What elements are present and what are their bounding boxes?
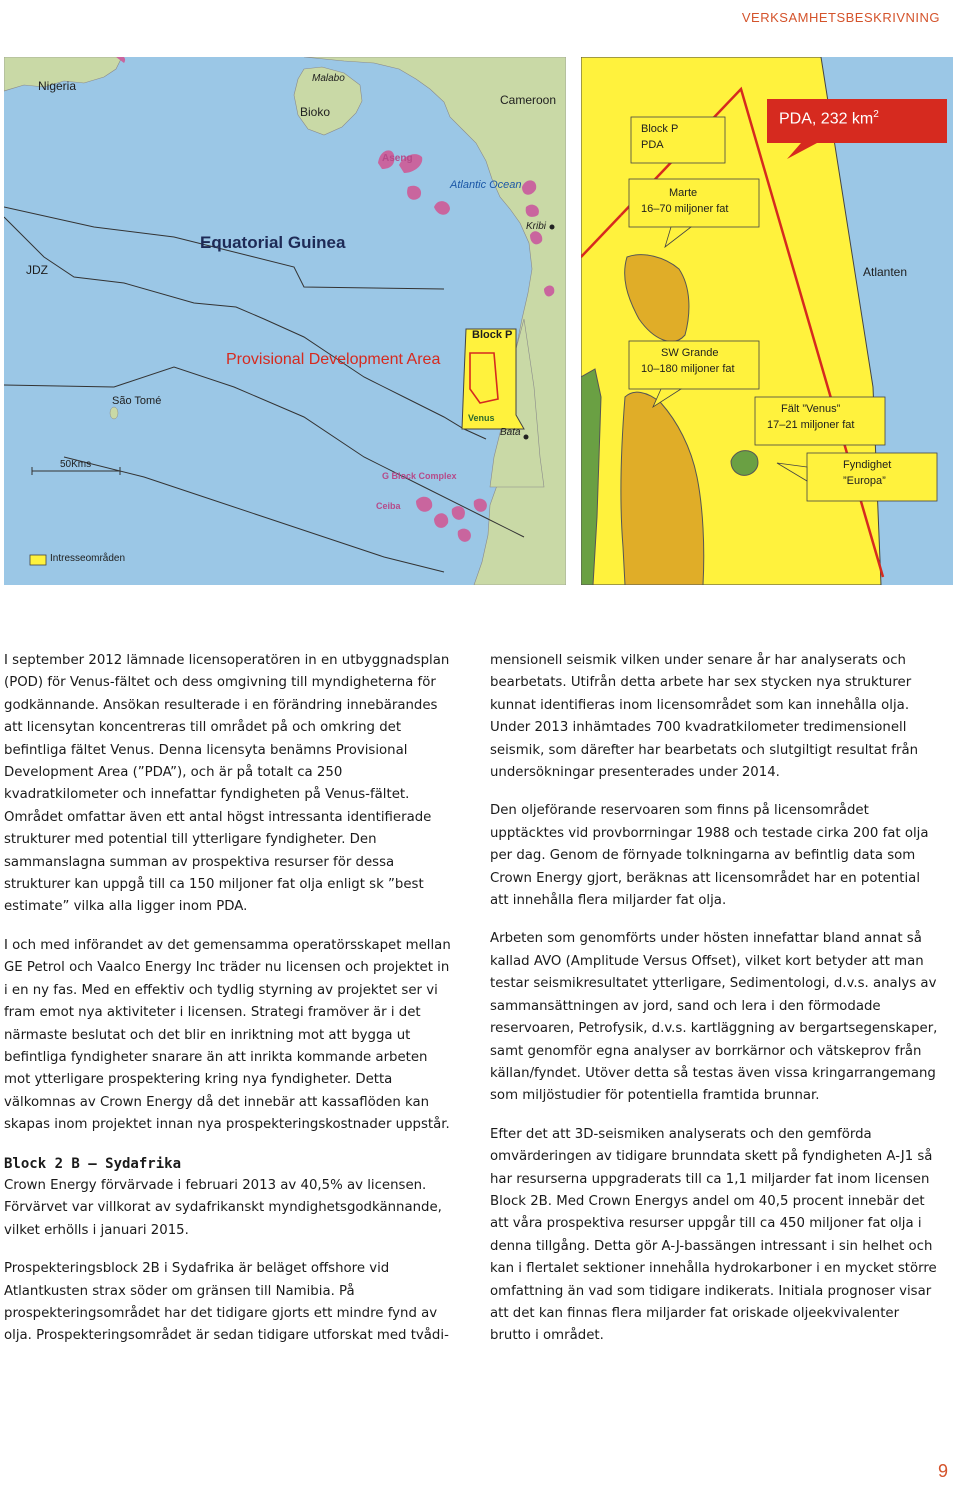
map-label-bata: Bata bbox=[500, 427, 521, 438]
map-label-venus: Venus bbox=[468, 413, 495, 423]
inset-label-venus-value: 17–21 miljoner fat bbox=[767, 419, 855, 431]
inset-label-atlanten: Atlanten bbox=[863, 265, 908, 279]
map-label-sao-tome: São Tomé bbox=[112, 395, 162, 407]
regional-map-svg bbox=[4, 57, 566, 585]
inset-label-europa-value: ”Europa” bbox=[843, 475, 886, 487]
map-label-cameroon: Cameroon bbox=[500, 93, 557, 107]
left-paragraph-2: I och med införandet av det gemensamma operatörsskapet mellan GE Petrol och Vaalco Energy Inc träder nu licensen och projektet in i en ny fas. Med en effektiv och tydlig styrning av projektet ser vi fram emot nya aktiviteter i licensen. Strategi framöver är i det närmaste beslutat och det blir en inriktning mot att bygga ut befintliga fyndigheter snarare än att inrikta kommande arbeten mot ytterligare prospektering kring nya fyndigheter. Detta välkomnas av Crown Energy då det innebär att kassaflöden kan skapas inom projektet innan nya prospekteringskostnader uppstår. bbox=[4, 937, 451, 1133]
map-label-g-block-complex: G Block Complex bbox=[382, 471, 457, 481]
map-label-nigeria: Nigeria bbox=[38, 79, 77, 93]
map-label-block-p: Block P bbox=[472, 329, 513, 341]
map-label-malabo: Malabo bbox=[312, 73, 345, 84]
right-paragraph-4: Efter det att 3D-seismiken analyserats och den gemförda omvärderingen av tidigare brunndata skett på fyndigheten A-J1 så har resurserna uppgraderats till ca 1,1 miljarder fat inom licensen Block 2B. Med Crown Energys andel om 40,5 procent innebär det att våra prospektiva resurser uppgår till ca 450 miljoner fat olja i denna tillgång. Detta gör A-J-bassängen intressant i sin helhet och kan i flertalet sektioner innehålla hydrokarboner i en mycket större omfattning än vad som tidigare indikerats. Initiala prognoser visar att det kan finnas flera miljarder fat oriskade oljeekvivalenter brutto i området. bbox=[490, 1126, 937, 1344]
inset-label-block-p: Block P bbox=[641, 123, 679, 135]
map-legend-label: Intresseområden bbox=[50, 553, 126, 564]
map-label-scale: 50Kms bbox=[60, 459, 92, 470]
inset-label-venus-name: Fält ”Venus” bbox=[781, 403, 841, 415]
cameroon-land bbox=[304, 57, 566, 585]
section-paragraph-1: Crown Energy förvärvade i februari 2013 av 40,5% av licensen. Förvärvet var villkorat av sydafrikanskt myndighetsgodkännande, vilket erhölls i januari 2015. bbox=[4, 1177, 442, 1238]
map-label-equatorial-guinea: Equatorial Guinea bbox=[200, 233, 346, 252]
right-paragraph-1: mensionell seismik vilken under senare år har analyserats och bearbetats. Utifrån detta arbete har sex stycken nya strukturer kunnat identifieras inom licensområdet som kan innehålla olja. Under 2013 inhämtades 700 kvadratkilometer tredimensionell seismik, som därefter har bearbetats och slutgiltigt resultat från undersökningar presenterades under 2014. bbox=[490, 653, 919, 781]
pda-area-text: PDA, 232 km bbox=[779, 110, 874, 128]
map-label-bioko: Bioko bbox=[300, 105, 331, 119]
pda-inset-map bbox=[581, 57, 953, 585]
right-paragraph-2: Den oljeförande reservoaren som finns på licensområdet upptäcktes vid provborrningar 1988 och testade cirka 200 fat olja per dag. Genom de förnyade tolkningarna av befintlig data som Crown Energy gjort, beräknas att licensområdet har en potential att innehålla flera miljarder fat olja. bbox=[490, 803, 929, 909]
inset-label-marte-name: Marte bbox=[669, 187, 698, 199]
page-number: 9 bbox=[937, 1461, 948, 1481]
section-header-label: VERKSAMHETSBESKRIVNING bbox=[741, 10, 940, 25]
pda-area-superscript: 2 bbox=[873, 109, 879, 120]
inset-label-europa-name: Fyndighet bbox=[843, 459, 892, 471]
map-label-aseng: Aseng bbox=[382, 153, 413, 164]
inset-label-sw-grande-name: SW Grande bbox=[661, 347, 719, 359]
right-paragraph-3: Arbeten som genomförts under hösten innefattar bland annat så kallad AVO (Amplitude Versus Offset), vilket kort betyder att man testar seismikresultatet ytterligare, Sedimentologi, d.v.s. analys av sammansättningen av jord, sand och lera i den förmodade reservoaren, Petrofysik, d.v.s. kartläggning av bergartsegenskaper, samt genomför egna analyser av borrkärnor och vätskeprov från källan/fyndet. Utöver detta så testas även vissa kringarrangemang som miljöstudier för potentiella framtida brunnar. bbox=[490, 931, 938, 1104]
right-text-column bbox=[490, 650, 942, 1364]
inset-label-sw-grande-value: 10–180 miljoner fat bbox=[641, 363, 735, 375]
map-label-atlantic-ocean: Atlantic Ocean bbox=[450, 179, 522, 191]
pda-inset-svg bbox=[581, 57, 953, 585]
left-paragraph-1: I september 2012 lämnade licensoperatören in en utbyggnadsplan (POD) för Venus-fältet och dess omgivning till myndigheterna för godkännande. Ansökan resulterade i en förändring innebärandes att licensytan koncentreras till området på och omkring det befintliga fältet Venus. Denna licensyta benämns Provisional Development Area (”PDA”), och är på totalt ca 250 kvadratkilometer och innefattar fyndigheten på Venus-fältet. Området omfattar även ett antal högst intressanta identifierade strukturer med potential till ytterligare fyndigheter. Den sammanslagna summan av prospektiva resurser för dessa strukturer kan uppgå till ca 150 miljoner fat olja enligt sk ”best estimate” vilka alla ligger inom PDA. bbox=[4, 653, 450, 915]
map-label-ceiba: Ceiba bbox=[376, 501, 401, 511]
inset-label-marte-value: 16–70 miljoner fat bbox=[641, 203, 729, 215]
left-text-column bbox=[4, 650, 452, 1364]
map-label-provisional-development-area: Provisional Development Area bbox=[226, 351, 441, 368]
legend-swatch bbox=[30, 555, 46, 565]
europa-field bbox=[731, 451, 758, 476]
map-label-kribi: Kribi bbox=[526, 221, 547, 232]
inset-label-pda: PDA bbox=[641, 139, 664, 151]
inset-label-pda-area bbox=[779, 109, 879, 128]
section-heading-block-2b: Block 2 B – Sydafrika bbox=[4, 1155, 182, 1172]
regional-map bbox=[4, 57, 566, 585]
section-paragraph-2: Prospekteringsblock 2B i Sydafrika är beläget offshore vid Atlantkusten strax söder om gränsen till Namibia. På prospekteringsområdet har det tidigare gjorts ett mindre fynd av olja. Prospekteringsområdet är sedan tidigare utforskat med tvådi- bbox=[4, 1261, 449, 1344]
map-label-jdz: JDZ bbox=[26, 263, 48, 277]
